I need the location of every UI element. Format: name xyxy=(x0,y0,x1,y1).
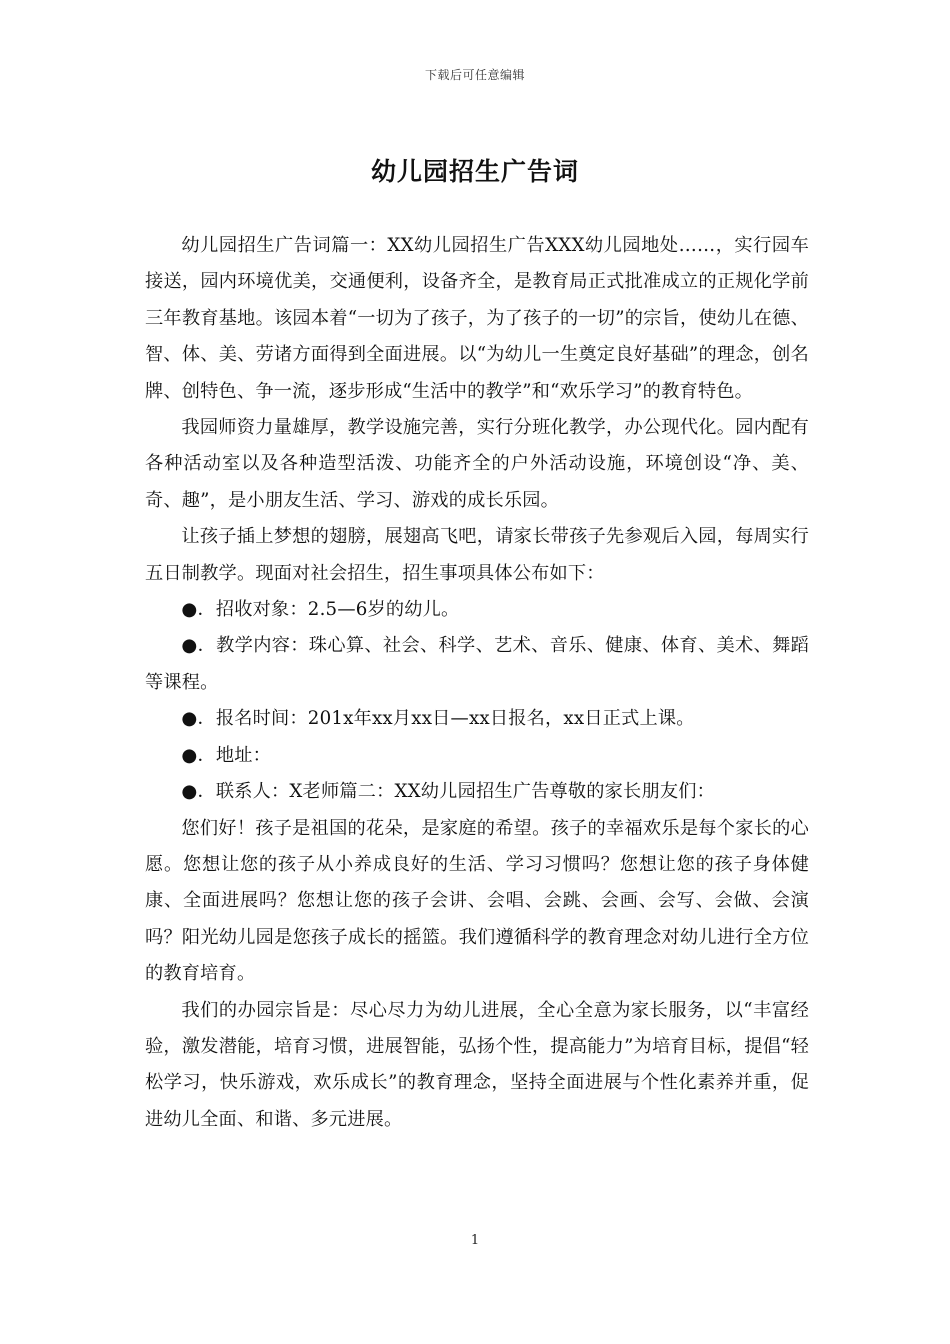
bullet-text: ．招收对象：2.5—6岁的幼儿。 xyxy=(197,599,460,621)
bullet-dot-icon: ● xyxy=(181,708,198,730)
document-body xyxy=(145,228,809,1138)
bullet-dot-icon: ● xyxy=(181,599,198,621)
bullet-dot-icon: ● xyxy=(181,635,198,657)
bullet-text: ．联系人：X老师篇二：XX幼儿园招生广告尊敬的家长朋友们： xyxy=(197,781,715,803)
paragraph-intro: 幼儿园招生广告词篇一：XX幼儿园招生广告XXX幼儿园地处……，实行园车接送，园内环境优美，交通便利，设备齐全，是教育局正式批准成立的正规化学前三年教育基地。该园本着“一切为了孩子，为了孩子的一切”的宗旨，使幼儿在德、智、体、美、劳诸方面得到全面进展。以“为幼儿一生奠定良好基础”的理念，创名牌、创特色、争一流，逐步形成“生活中的教学”和“欢乐学习”的教育特色。 xyxy=(145,235,809,402)
header-note: 下载后可任意编辑 xyxy=(424,68,525,82)
bullet-item-registration xyxy=(145,701,809,737)
document-title: 幼儿园招生广告词 xyxy=(370,157,579,186)
bullet-item-curriculum xyxy=(145,628,809,701)
paragraph-facilities: 我园师资力量雄厚，教学设施完善，实行分班化教学，办公现代化。园内配有各种活动室以及各种造型活泼、功能齐全的户外活动设施，环境创设“净、美、奇、趣”，是小朋友生活、学习、游戏的成长乐园。 xyxy=(145,417,809,511)
bullet-item-target xyxy=(145,592,809,628)
bullet-item-contact xyxy=(145,774,809,810)
bullet-text: ．地址： xyxy=(197,744,272,766)
bullet-text: ．报名时间：201x年xx月xx日—xx日报名，xx日正式上课。 xyxy=(197,708,695,730)
bullet-dot-icon: ● xyxy=(181,781,198,803)
bullet-item-address xyxy=(145,738,809,774)
bullet-dot-icon: ● xyxy=(181,744,198,766)
bullet-text: ．教学内容：珠心算、社会、科学、艺术、音乐、健康、体育、美术、舞蹈等课程。 xyxy=(145,635,809,693)
page-number: 1 xyxy=(470,1233,480,1248)
paragraph-mission: 我们的办园宗旨是：尽心尽力为幼儿进展，全心全意为家长服务，以“丰富经验，激发潜能，培育习惯，进展智能，弘扬个性，提高能力”为培育目标，提倡“轻松学习，快乐游戏，欢乐成长”的教育理念，坚持全面进展与个性化素养并重，促进幼儿全面、和谐、多元进展。 xyxy=(145,999,809,1130)
paragraph-enrollment: 让孩子插上梦想的翅膀，展翅高飞吧，请家长带孩子先参观后入园，每周实行五日制教学。现面对社会招生，招生事项具体公布如下： xyxy=(145,526,809,584)
paragraph-greeting: 您们好！孩子是祖国的花朵，是家庭的希望。孩子的幸福欢乐是每个家长的心愿。您想让您的孩子从小养成良好的生活、学习习惯吗？您想让您的孩子身体健康、全面进展吗？您想让您的孩子会讲、会唱、会跳、会画、会写、会做、会演吗？阳光幼儿园是您孩子成长的摇篮。我们遵循科学的教育理念对幼儿进行全方位的教育培育。 xyxy=(145,817,809,985)
